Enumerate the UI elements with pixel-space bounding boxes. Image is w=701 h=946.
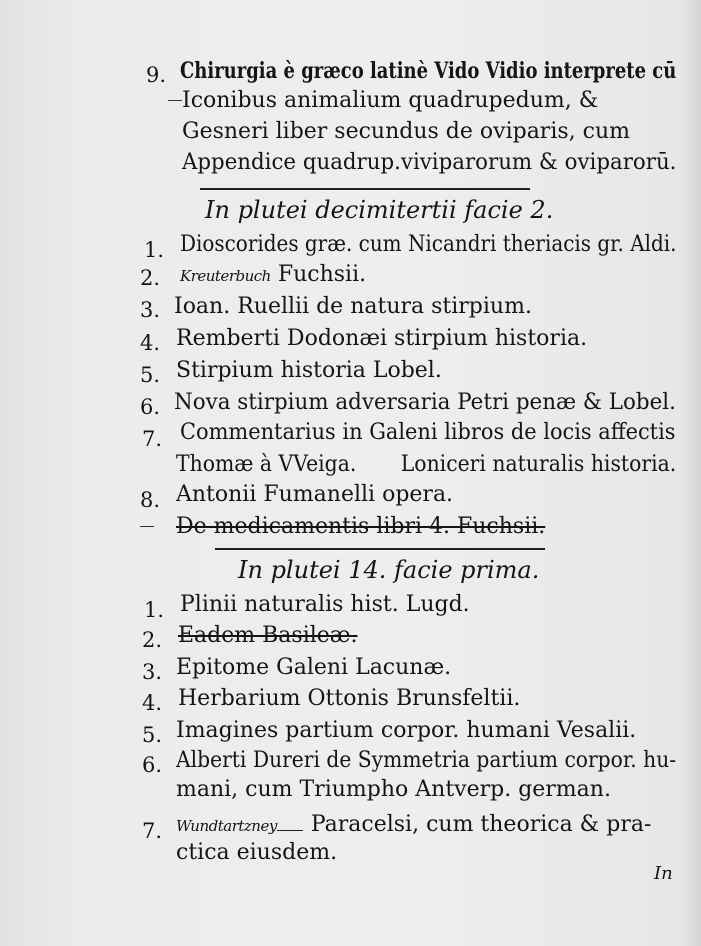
text-line: Imagines partium corpor. humani Vesalii. (176, 718, 637, 743)
text-line: Iconibus animalium quadrupedum, & (182, 88, 599, 113)
item-number: 2. (142, 628, 163, 652)
item-number: 1. (144, 598, 165, 622)
text-fragment: Loniceri naturalis historia. (400, 452, 677, 477)
text-line: Nova stirpium adversaria Petri penæ & Lobel. (174, 390, 676, 415)
text-line (176, 452, 676, 478)
text-line: Plinii naturalis hist. Lugd. (180, 592, 470, 617)
struck-text: De medicamentis libri 4. Fuchsii. (176, 514, 546, 539)
text-fragment: Fuchsii. (277, 262, 367, 287)
section-heading: In plutei decimitertii facie 2. (205, 196, 554, 224)
text-line: Commentarius in Galeni libros de locis affectis (180, 420, 676, 445)
item-number: 7. (142, 427, 163, 451)
text-fragment: Thomæ à VVeiga. (176, 452, 357, 477)
item-number: 6. (142, 753, 163, 777)
catchword: In (654, 863, 673, 884)
text-line: Dioscorides græ. cum Nicandri theriacis gr. Aldi. (180, 232, 677, 257)
item-number: 5. (140, 363, 161, 387)
item-number: 5. (142, 723, 163, 747)
text-line: Stirpium historia Lobel. (176, 358, 442, 383)
text-line (178, 623, 357, 649)
item-number: 9. (146, 63, 167, 87)
text-line (176, 812, 651, 839)
margin-dash (168, 100, 182, 101)
text-fragment: Paracelsi, cum theorica & pra- (310, 812, 652, 837)
item-number: 4. (140, 331, 161, 355)
item-number: 8. (140, 488, 161, 512)
handwritten-word: Wundtartzney (176, 817, 277, 835)
item-number: 4. (142, 691, 163, 715)
item-number: 3. (142, 660, 163, 684)
text-line: Gesneri liber secundus de oviparis, cum (182, 119, 630, 144)
item-number: 7. (142, 819, 163, 843)
text-line: Appendice quadrup.viviparorum & oviparorū. (182, 150, 677, 175)
text-line: Alberti Dureri de Symmetria partium corpor. hu- (176, 748, 677, 773)
text-line: Epitome Galeni Lacunæ. (176, 655, 452, 680)
struck-text: Eadem Basileæ. (178, 623, 358, 648)
item-number: 3. (140, 298, 161, 322)
margin-dash (140, 526, 154, 527)
text-line (180, 262, 366, 289)
item-number: 6. (140, 395, 161, 419)
text-line (176, 514, 545, 540)
text-line: Remberti Dodonæi stirpium historia. (176, 326, 588, 351)
text-line: Ioan. Ruellii de natura stirpium. (174, 294, 532, 319)
text-line: mani, cum Triumpho Antverp. german. (176, 777, 611, 802)
divider-rule (200, 188, 530, 190)
handwritten-word: Kreuterbuch (180, 267, 271, 285)
text-line: Herbarium Ottonis Brunsfeltii. (178, 686, 521, 711)
section-heading: In plutei 14. facie prima. (238, 556, 540, 584)
item-number: 1. (144, 238, 165, 262)
text-line: Chirurgia è græco latinè Vido Vidio interprete cū (180, 58, 677, 84)
text-line: ctica eiusdem. (176, 840, 338, 865)
item-number: 2. (140, 266, 161, 290)
divider-rule (215, 548, 545, 550)
text-line: Antonii Fumanelli opera. (176, 482, 454, 507)
